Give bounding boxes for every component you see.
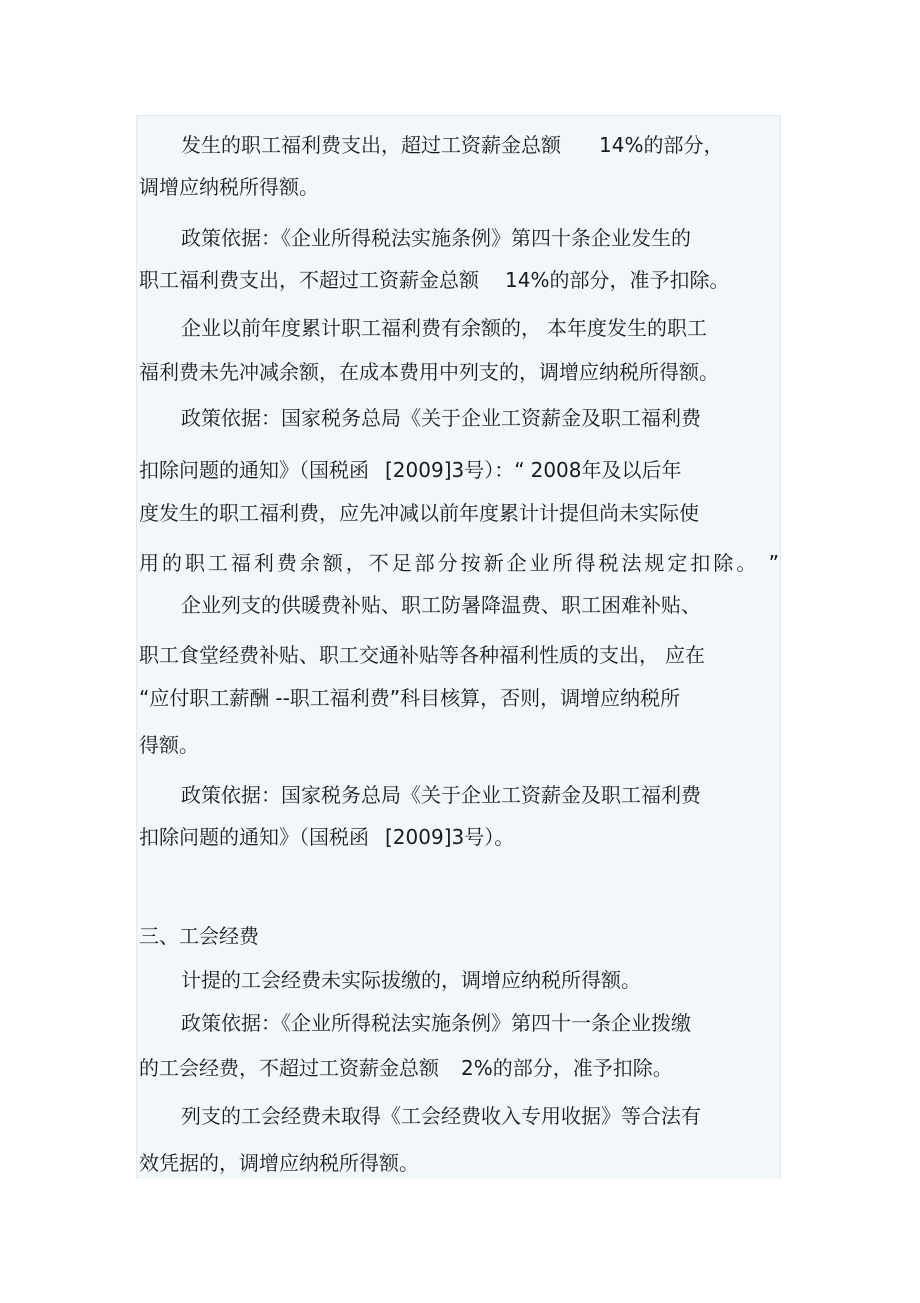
paragraph-line: 扣除问题的通知》（国税函 [2009]3号）：“ 2008年及以后年: [139, 458, 682, 482]
paragraph-line: 调增应纳税所得额。: [139, 175, 319, 199]
paragraph-line: 的工会经费，不超过工资薪金总额 2%的部分，准予扣除。: [139, 1056, 673, 1080]
paragraph-line: 政策依据：国家税务总局《关于企业工资薪金及职工福利费: [181, 406, 701, 430]
paragraph-line: 福利费未先冲减余额，在成本费用中列支的，调增应纳税所得额。: [139, 360, 719, 384]
paragraph-line: 政策依据：《企业所得税法实施条例》第四十一条企业拨缴: [181, 1011, 691, 1035]
paragraph-line: 效凭据的，调增应纳税所得额。: [139, 1151, 419, 1175]
section-heading: 三、工会经费: [139, 924, 259, 948]
paragraph-line: 度发生的职工福利费，应先冲减以前年度累计计提但尚未实际使: [139, 501, 699, 525]
paragraph-line: 扣除问题的通知》（国税函 [2009]3号）。: [139, 825, 515, 849]
paragraph-line: 企业以前年度累计职工福利费有余额的， 本年度发生的职工: [181, 316, 707, 340]
paragraph-line: 政策依据：国家税务总局《关于企业工资薪金及职工福利费: [181, 783, 701, 807]
paragraph-line: 列支的工会经费未取得《工会经费收入专用收据》等合法有: [181, 1104, 701, 1128]
paragraph-line: 用的职工福利费余额，不足部分按新企业所得税法规定扣除。 ”: [139, 551, 780, 575]
paragraph-line: 职工福利费支出，不超过工资薪金总额 14%的部分，准予扣除。: [139, 268, 730, 292]
paragraph-line: 企业列支的供暖费补贴、职工防暑降温费、职工困难补贴、: [181, 593, 701, 617]
paragraph-line: “应付职工薪酬 --职工福利费”科目核算，否则，调增应纳税所: [139, 686, 681, 710]
paragraph-line: 得额。: [139, 733, 199, 757]
paragraph-line: 计提的工会经费未实际拔缴的，调增应纳税所得额。: [181, 968, 641, 992]
paragraph-line: 发生的职工福利费支出，超过工资薪金总额 14%的部分，: [181, 133, 724, 157]
paragraph-line: 政策依据：《企业所得税法实施条例》第四十条企业发生的: [181, 226, 691, 250]
paragraph-line: 职工食堂经费补贴、职工交通补贴等各种福利性质的支出， 应在: [139, 643, 705, 667]
